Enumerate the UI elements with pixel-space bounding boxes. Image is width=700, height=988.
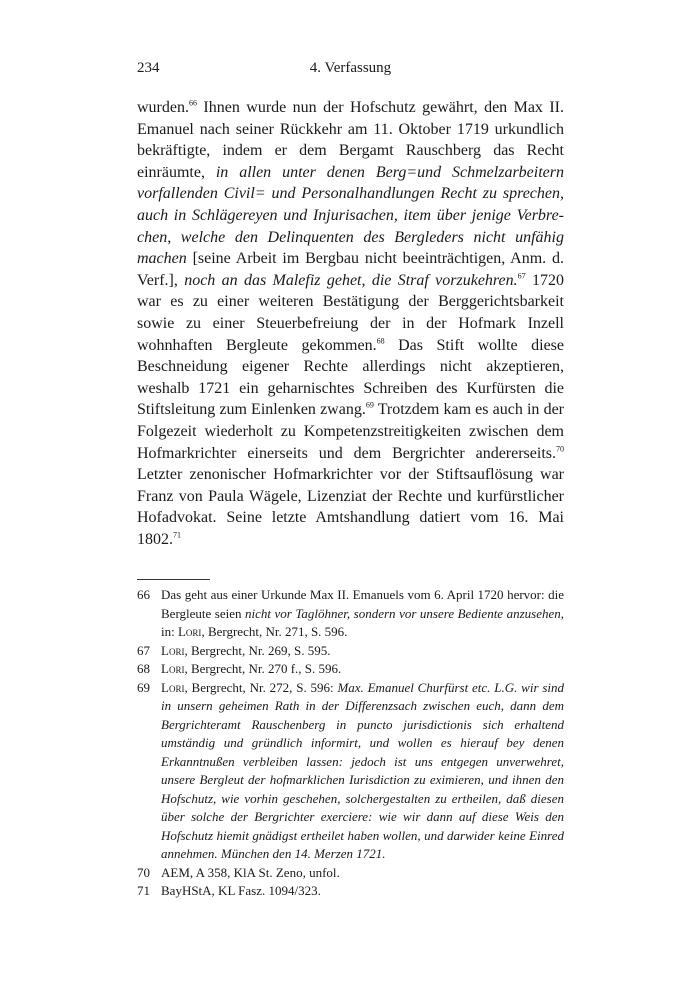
author-name: Lori: [161, 642, 185, 658]
footnote-text: [161, 586, 564, 642]
editor-note: [seine Arbeit im Bergbau nicht beeinträchtigen, Anm. d. Verf.],: [137, 250, 564, 289]
footnotes: [137, 586, 564, 901]
footnote-reference[interactable]: 70: [556, 444, 564, 454]
source-quote: noch an das Malefiz gehet, die Straf vorzukehren.: [184, 271, 518, 289]
page-number: 234: [137, 60, 160, 76]
footnote-reference[interactable]: 67: [517, 271, 526, 281]
body-sentence: Das Stift wollte diese Beschneidung eigener Rechte allerdings nicht akzeptieren, weshalb 1721 ein geharnischtes Schreiben des Kurfürsten die Stiftsleitung zum Einlenken zwang.: [137, 336, 565, 419]
footnote-number: 71: [137, 883, 150, 898]
footnote-66: [137, 586, 564, 642]
footnote-text: [161, 642, 564, 661]
author-name: Lori: [161, 679, 185, 695]
source-quote: nicht vor Taglöhner, sondern vor unsere Bediente anzusehen: [245, 605, 561, 621]
footnote-number: 67: [137, 642, 150, 658]
footnote-reference[interactable]: 69: [365, 400, 374, 410]
footnote-71: [137, 882, 564, 901]
author-name: Lori: [161, 661, 185, 676]
footnote-segment: , Bergrecht, Nr. 272, S. 596:: [184, 679, 338, 695]
footnote-number: 70: [137, 864, 150, 880]
footnote-segment: , in:: [161, 605, 564, 639]
footnote-reference[interactable]: 66: [188, 98, 197, 108]
footnote-text: BayHStA, KL Fasz. 1094/323.: [161, 883, 321, 898]
footnote-70: [137, 864, 564, 883]
body-paragraph: [137, 97, 564, 550]
footnote-text: AEM, A 358, KlA St. Zeno, unfol.: [161, 864, 340, 880]
body-sentence: Trotzdem kam es auch in der Folgezeit wiederholt zu Kompetenzstreitigkeiten zwischen dem Hofmarkrichter einerseits und dem Bergrichter andererseits.: [137, 401, 565, 462]
body-sentence: Ihnen wurde nun der Hofschutz gewährt, den Max II. Emanuel nach seiner Rückkehr am 11. Oktober 1719 urkundlich bekräftigte, indem er dem Bergamt Rauschberg das Recht einräumte,: [137, 99, 564, 181]
footnote-67: [137, 642, 564, 661]
page-header: [137, 60, 564, 80]
footnote-reference[interactable]: 68: [376, 336, 385, 346]
footnote-69: [137, 679, 564, 864]
body-sentence: 1720 war es zu einer weiteren Bestätigung der Berggerichtsbarkeit sowie zu einer Steuerbefreiung der in der Hofmark Inzell wohnhaften Bergleute gekommen.: [137, 271, 565, 354]
body-sentence: Letzter zenonischer Hofmarkrichter vor der Stiftsauflösung war Franz von Paula Wägele, Lizenziat der Rechte und kurfürstlicher Hofadvokat. Seine letzte Amtshandlung datiert vom 16. Mai 1802.: [137, 466, 564, 548]
source-quote: Max. Emanuel Churfürst etc. L.G. wir sind in unsern geheimen Rath in der Differenzsach zwischen euch, dann dem Bergrichteramt Rauschenberg in puncto jurisdictionis sich erhaltend umständig und gründlich informirt, und wollen es hierauf bey denen Erkanntnußen verbleiben lassen: jedoch ist uns entgegen unverwehret, unsere Bergleut der hofmarklichen Iurisdiction zu eximieren, und ihnen den Hofschutz, wie vorhin geschehen, solchergestalten zu ertheilen, daß diesen über solche der Bergrichter exerciere: wie wir dann auf diese Weis den Hofschutz hiemit gnädigst ertheilet haben wollen, und darwider keine Einred annehmen. München den 14. Merzen 1721.: [161, 679, 565, 861]
body-sentence: wurden.: [137, 99, 189, 116]
footnote-segment: , Bergrecht, Nr. 269, S. 595.: [184, 642, 331, 658]
footnote-number: 66: [137, 587, 150, 602]
footnote-number: 68: [137, 661, 150, 676]
footnote-68: [137, 660, 564, 679]
footnote-number: 69: [137, 679, 150, 695]
author-name: Lori: [177, 624, 202, 639]
footnote-divider: [137, 579, 210, 580]
footnote-reference[interactable]: 71: [173, 530, 181, 540]
footnote-text: [161, 679, 564, 864]
footnote-text: [161, 660, 564, 679]
footnote-segment: , Bergrecht, Nr. 271, S. 596.: [201, 624, 348, 639]
body-text: [137, 97, 564, 550]
source-quote: in allen unter denen Berg=und Schmelzarbeitern vorfallenden Civil= und Personalhandlungen Recht zu sprechen, auch in Schlägereyen und Injurisachen, item über jenige Verbrechen, welche den Delinquenten des Bergleders nicht unfähig machen: [137, 163, 564, 268]
footnote-segment: , Bergrecht, Nr. 270 f., S. 596.: [184, 661, 342, 676]
running-head: 4. Verfassung: [309, 60, 392, 76]
footnote-segment: Das geht aus einer Urkunde Max II. Emanuels vom 6. April 1720 hervor: die Bergleute seien: [161, 587, 564, 621]
